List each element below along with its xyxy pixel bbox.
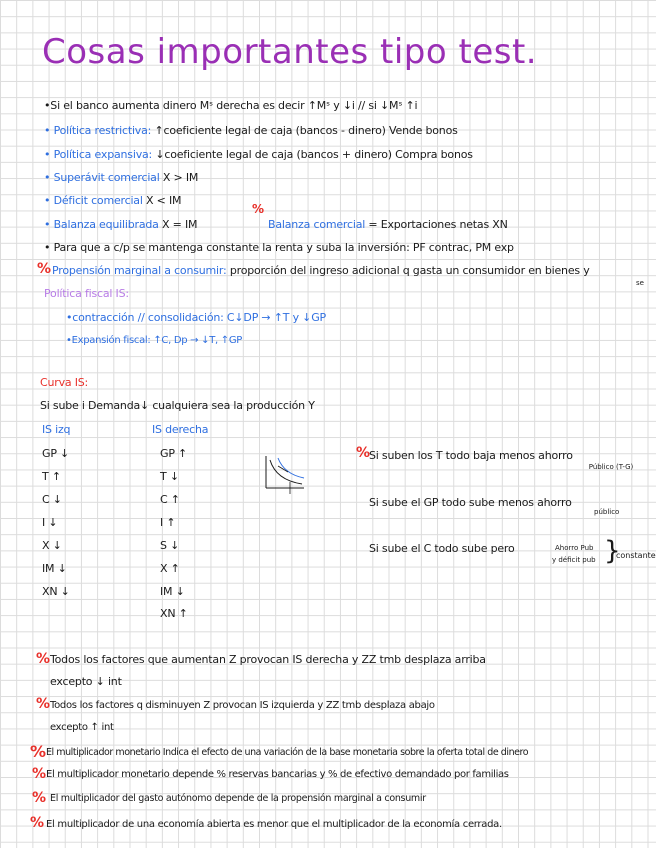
line-cut-word: se: [636, 279, 644, 287]
consumption-rule-note: y déficit pub: [552, 556, 596, 564]
is-right-item: C ↑: [160, 493, 180, 506]
is-right-item: GP ↑: [160, 447, 188, 460]
marginal-propensity-text: proporción del ingreso adicional q gasta un consumidor en bienes y: [229, 264, 590, 277]
line-marginal-propensity: [52, 264, 590, 278]
balanced-trade-heading: • Balanza equilibrada: [44, 218, 159, 231]
warning-star-icon: %: [32, 766, 47, 782]
factors-increase-exception: excepto ↓ int: [50, 675, 122, 688]
is-left-item: IM ↓: [42, 562, 67, 575]
consumption-rule: Si sube el C todo sube pero: [369, 542, 515, 555]
fiscal-contraction: •contracción // consolidación: C↓DP → ↑T y ↓GP: [66, 311, 326, 324]
is-right-item: I ↑: [160, 516, 176, 529]
warning-star-icon: %: [37, 261, 52, 277]
trade-balance-heading: Balanza comercial: [268, 218, 366, 231]
warning-star-icon: %: [30, 815, 45, 831]
factors-increase-rule: Todos los factores que aumentan Z provocan IS derecha y ZZ tmb desplaza arriba: [50, 653, 486, 666]
spending-rule-note: público: [594, 508, 620, 516]
line-bank-money: •Si el banco aumenta dinero Mˢ derecha es decir ↑Mˢ y ↓i // si ↓Mˢ ↑i: [44, 99, 418, 112]
is-right-item: XN ↑: [160, 607, 188, 620]
is-left-item: T ↑: [42, 470, 61, 483]
is-left-item: X ↓: [42, 539, 62, 552]
trade-deficit-text: X < IM: [146, 194, 182, 207]
is-left-item: C ↓: [42, 493, 62, 506]
is-right-item: X ↑: [160, 562, 180, 575]
line-constant-income: • Para que a c/p se mantenga constante la renta y suba la inversión: PF contrac, PM exp: [44, 241, 514, 254]
spending-multiplier-rule: El multiplicador del gasto autónomo depende de la propensión marginal a consumir: [50, 793, 426, 804]
warning-star-icon: %: [36, 696, 51, 712]
factors-decrease-rule: Todos los factores q disminuyen Z provocan IS izquierda y ZZ tmb desplaza abajo: [50, 700, 435, 711]
line-trade-surplus: [44, 171, 198, 185]
is-left-heading: IS izq: [42, 423, 71, 436]
warning-star-icon: %: [252, 202, 265, 216]
is-curve-heading: Curva IS:: [40, 376, 89, 389]
monetary-multiplier-depends: El multiplicador monetario depende % reservas bancarias y % de efectivo demandado por familias: [46, 769, 509, 780]
is-left-item: I ↓: [42, 516, 58, 529]
is-right-item: S ↓: [160, 539, 180, 552]
is-left-item: GP ↓: [42, 447, 70, 460]
line-expansive-policy: [44, 148, 473, 162]
expansive-policy-heading: • Política expansiva:: [44, 148, 153, 161]
open-economy-multiplier: El multiplicador de una economía abierta es menor que el multiplicador de la economía cerrada.: [46, 819, 502, 830]
factors-decrease-exception: excepto ↑ int: [50, 722, 114, 733]
monetary-multiplier-definition: El multiplicador monetario Indica el efecto de una variación de la base monetaria sobre la oferta total de dinero: [46, 747, 529, 758]
restrictive-policy-heading: • Política restrictiva:: [44, 124, 152, 137]
brace: }: [604, 536, 621, 566]
page-title: Cosas importantes tipo test.: [42, 32, 538, 72]
consumption-rule-constant: constante: [616, 551, 656, 560]
balanced-trade-text: X = IM: [162, 218, 198, 231]
warning-star-icon: %: [30, 742, 47, 761]
expansive-policy-text: ↓coeficiente legal de caja (bancos + dinero) Compra bonos: [155, 148, 473, 161]
fiscal-expansion: •Expansión fiscal: ↑C, Dp → ↓T, ↑GP: [66, 335, 243, 346]
warning-star-icon: %: [36, 651, 51, 667]
marginal-propensity-heading: Propensión marginal a consumir:: [52, 264, 227, 277]
is-curve-sketch-icon: [258, 452, 308, 496]
trade-surplus-text: X > IM: [162, 171, 199, 184]
is-right-item: T ↓: [160, 470, 179, 483]
restrictive-policy-text: ↑coeficiente legal de caja (bancos - dinero) Vende bonos: [154, 124, 458, 137]
is-left-item: XN ↓: [42, 585, 70, 598]
line-balanced-trade: [44, 218, 197, 232]
taxes-rule-note: Público (T-G): [588, 463, 634, 471]
line-restrictive-policy: [44, 124, 458, 138]
taxes-rule: Si suben los T todo baja menos ahorro: [369, 449, 573, 462]
fiscal-policy-heading: Política fiscal IS:: [44, 287, 129, 300]
spending-rule: Si sube el GP todo sube menos ahorro: [369, 496, 572, 509]
is-right-heading: IS derecha: [152, 423, 209, 436]
is-curve-rule: Si sube i Demanda↓ cualquiera sea la producción Y: [40, 399, 315, 412]
line-trade-deficit: [44, 194, 181, 208]
warning-star-icon: %: [356, 445, 371, 461]
trade-deficit-heading: • Déficit comercial: [44, 194, 143, 207]
trade-balance-text: = Exportaciones netas XN: [368, 218, 508, 231]
consumption-rule-note: Ahorro Pub: [555, 544, 594, 552]
is-right-item: IM ↓: [160, 585, 185, 598]
warning-star-icon: %: [32, 790, 47, 806]
line-trade-balance: [268, 218, 508, 232]
trade-surplus-heading: • Superávit comercial: [44, 171, 160, 184]
